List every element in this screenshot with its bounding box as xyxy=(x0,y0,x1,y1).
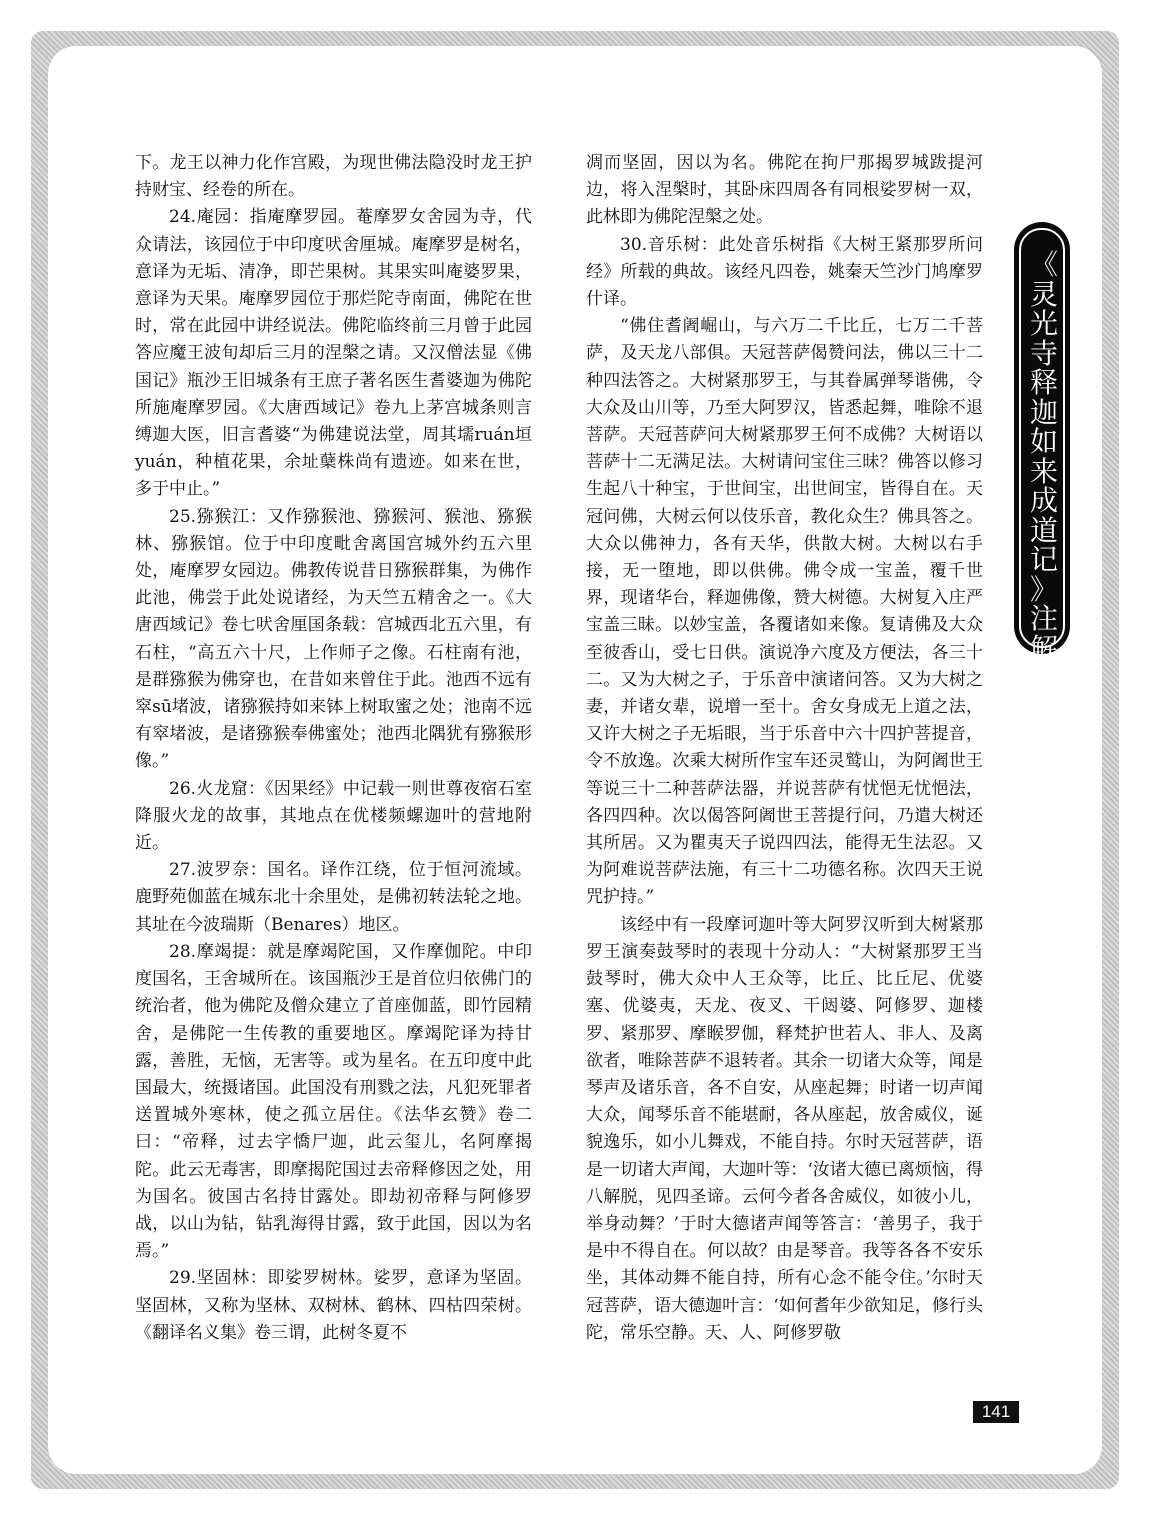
book-title-char: 来 xyxy=(1029,454,1058,488)
book-title-char: 光 xyxy=(1029,307,1058,340)
book-title-char: 》 xyxy=(1029,572,1058,606)
paragraph: 27.波罗奈：国名。译作江绕，位于恒河流域。鹿野苑伽蓝在城东北十余里处，是佛初转法轮之地。其址在今波瑞斯（Benares）地区。 xyxy=(135,860,532,935)
book-title-char: 迦 xyxy=(1029,395,1058,429)
left-text-column xyxy=(135,150,532,1347)
paragraph: “佛住耆阇崛山，与六万二千比丘，七万二千菩萨，及天龙八部俱。天冠菩萨偈赞问法，佛以三十二种四法答之。大树紧那罗王，与其眷属弹琴谐佛，令大众及山川等，乃至大阿罗汉，皆悉起舞，唯除不退菩萨。天冠菩萨问大树紧那罗王何不成佛？大树语以菩萨十二无满足法。大树请问宝住三昧？佛答以修习生起八十种宝，于世间宝，出世间宝，皆得自在。天冠问佛，大树云何以伎乐音，教化众生？佛具答之。大众以佛神力，各有天华，供散大树。大树以右手接，无一堕地，即以供佛。佛令成一宝盖，覆千世界，现诸华台，释迦佛像，赞大树德。大树复入庄严宝盖三昧。以妙宝盖，各覆诸如来像。复请佛及大众至彼香山，受七日供。演说净六度及方便法，各三十二。又为大树之子，于乐音中演诸问答。又为大树之妻，并诸女辈，说增一至十。舍女身成无上道之法，又许大树之子无垢眼，当于乐音中六十四护菩提音，令不放逸。次乘大树所作宝车还灵鹫山，为阿阇世王等说三十二种菩萨法器，并说菩萨有忧悒无忧悒法，各四四种。次以偈答阿阇世王菩提行问，乃遣大树还其所居。又为瞿夷天子说四四法，能得无生法忍。又为阿难说菩萨法施，有三十二功德名称。次四天王说咒护持。” xyxy=(586,316,983,908)
page-number: 141 xyxy=(973,1401,1019,1423)
paragraph: 30.音乐树：此处音乐树指《大树王紧那罗所问经》所载的典故。该经凡四卷，姚秦天竺沙门鸠摩罗什译。 xyxy=(586,234,983,310)
right-text-column xyxy=(586,150,983,1347)
book-title-char: 《 xyxy=(1029,248,1058,281)
book-title-char: 释 xyxy=(1029,366,1058,399)
paragraph: 28.摩竭提：就是摩竭陀国，又作摩伽陀。中印度国名，王舍城所在。该国瓶沙王是首位归依佛门的统治者，他为佛陀及僧众建立了首座伽蓝，即竹园精舍，是佛陀一生传教的重要地区。摩竭陀译为持甘露，善胜，无恼，无害等。或为星名。在五印度中此国最大，统摄诸国。此国没有刑戮之法，凡犯死罪者送置城外寒林，使之孤立居住。《法华玄赞》卷二曰：“帝释，过去字憍尸迦，此云玺儿，名阿摩揭陀。此云无毒害，即摩揭陀国过去帝释修因之处，用为国名。彼国古名持甘露处。即劫初帝释与阿修罗战，以山为钻，钻乳海得甘露，致于此国，因以为名焉。” xyxy=(135,941,532,1262)
paragraph: 29.坚固林：即娑罗树林。娑罗，意译为坚固。坚固林，又称为坚林、双树林、鹤林、四枯四荣树。《翻译名义集》卷三谓，此树冬夏不 xyxy=(135,1268,532,1343)
book-title-tab-border xyxy=(1019,228,1065,665)
paragraph: 25.猕猴江：又作猕猴池、猕猴河、猴池、猕猴林、猕猴馆。位于中印度毗舍离国宫城外约五六里处，庵摩罗女园边。佛教传说昔日猕猴群集，为佛作此池，佛尝于此处说诸经，为天竺五精舍之一。《大唐西域记》卷七吠舍厘国条载：宫城西北五六里，有石柱，“高五六十尺，上作师子之像。石柱南有池，是群猕猴为佛穿也，在昔如来曾住于此。池西不远有窣sū堵波，诸猕猴持如来钵上树取蜜之处；池南不远有窣堵波，是诸猕猴奉佛蜜处；池西北隅犹有猕猴形像。” xyxy=(135,506,532,772)
paragraph: 24.庵园：指庵摩罗园。菴摩罗女舍园为寺，代众请法，该园位于中印度吠舍厘城。庵摩罗是树名，意译为无垢、清净，即芒果树。其果实叫庵婆罗果，意译为天果。庵摩罗园位于那烂陀寺南面，佛陀在世时，常在此园中讲经说法。佛陀临终前三月曾于此园答应魔王波旬却后三月的涅槃之请。又汉僧法显《佛国记》瓶沙王旧城条有王庶子著名医生耆婆迦为佛陀所施庵摩罗园。《大唐西域记》卷九上茅宫城条则言缚迦大医，旧言耆婆“为佛建说法堂，周其壖ruán垣yuán，种植花果，余址蘖株尚有遗迹。如来在世，多于中止。” xyxy=(135,207,532,500)
book-title-char: 记 xyxy=(1029,543,1058,576)
book-title-char: 道 xyxy=(1029,513,1058,547)
paragraph: 下。龙王以神力化作宫殿，为现世佛法隐没时龙王护持财宝、经卷的所在。 xyxy=(135,153,532,201)
book-title-char: 如 xyxy=(1029,425,1058,458)
book-title-char: 寺 xyxy=(1029,336,1058,370)
paragraph: 该经中有一段摩诃迦叶等大阿罗汉听到大树紧那罗王演奏鼓琴时的表现十分动人：“大树紧那罗王当鼓琴时，佛大众中人王众等，比丘、比丘尼、优婆塞、优婆夷，天龙、夜叉、干闼婆、阿修罗、迦楼罗、紧那罗、摩睺罗伽，释梵护世若人、非人、及离欲者，唯除菩萨不退转者。其余一切诸大众等，闻是琴声及诸乐音，各不自安，从座起舞；时诸一切声闻大众，闻琴乐音不能堪耐，各从座起，放舍威仪，诞貌逸乐，如小儿舞戏，不能自持。尔时天冠菩萨，语是一切诸大声闻，大迦叶等：‘汝诸大德已离烦恼，得八解脱，见四圣谛。云何今者各舍威仪，如彼小儿，举身动舞？’于时大德诸声闻等答言：‘善男子，我于是中不得自在。何以故？由是琴音。我等各各不安乐坐，其体动舞不能自持，所有心念不能令住。’尔时天冠菩萨，语大德迦叶言：‘如何耆年少欲知足，修行头陀，常乐空静。天、人、阿修罗敬 xyxy=(586,914,983,1343)
book-title-tab xyxy=(1014,222,1070,665)
book-title-char: 注 xyxy=(1029,602,1058,635)
paragraph: 凋而坚固，因以为名。佛陀在拘尸那揭罗城跋提河边，将入涅槃时，其卧床四周各有同根娑罗树一双，此林即为佛陀涅槃之处。 xyxy=(586,153,983,228)
paragraph: 26.火龙窟：《因果经》中记载一则世尊夜宿石室降服火龙的故事，其地点在优楼频螺迦叶的营地附近。 xyxy=(135,778,532,854)
book-title-char: 成 xyxy=(1029,484,1058,517)
book-title-char: 解 xyxy=(1029,631,1058,665)
book-title xyxy=(1021,250,1067,663)
book-title-char: 灵 xyxy=(1029,277,1058,311)
